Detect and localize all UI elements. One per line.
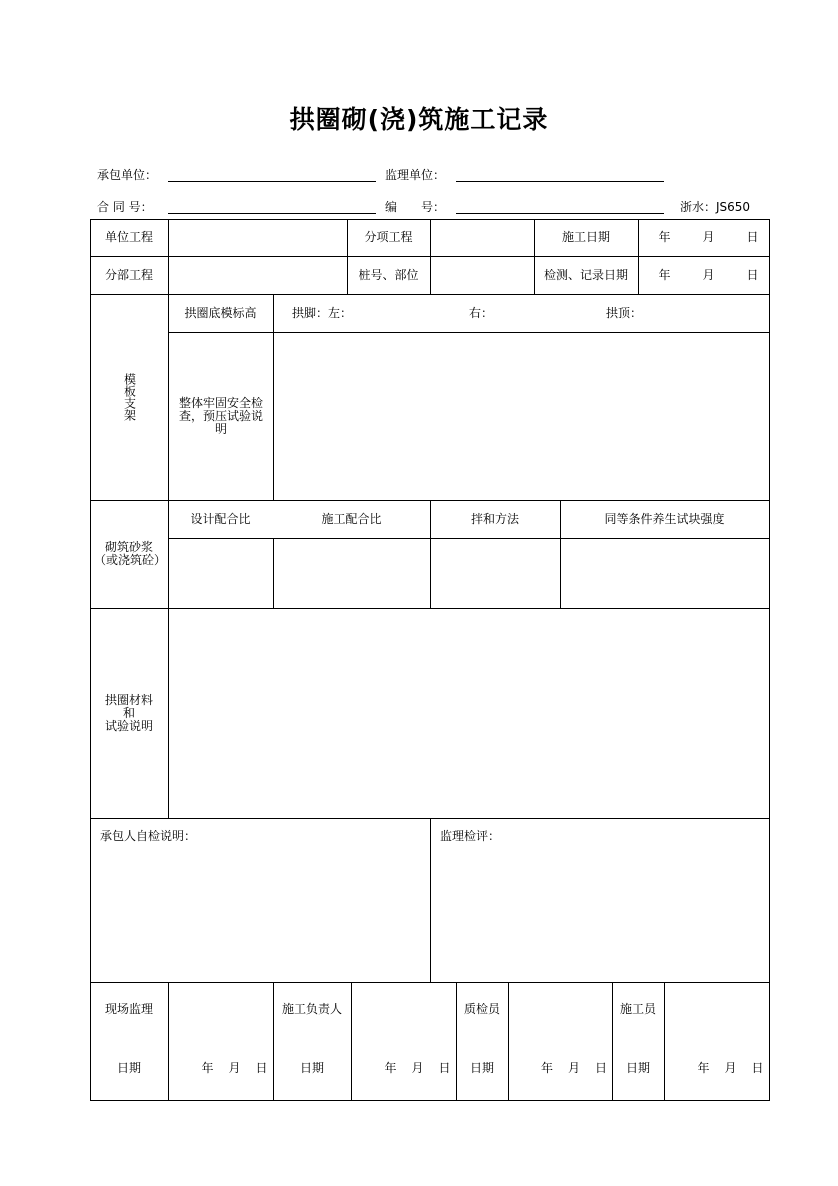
sub-item-label: 分项工程 [364, 230, 413, 244]
design-mix-field[interactable] [168, 538, 273, 608]
design-mix-label: 设计配合比 [190, 511, 251, 526]
materials-section-label: 拱圈材料 和 试验说明 [104, 692, 153, 733]
mixing-method-label: 拌和方法 [470, 511, 519, 526]
unit-project-label: 单位工程 [104, 230, 153, 244]
form-code: 浙水：JS650 [680, 200, 751, 214]
formwork-section-label: 模板支架 [122, 373, 137, 421]
year-label: 年 [697, 1060, 710, 1075]
constructor-signature[interactable] [664, 982, 769, 1032]
month-label: 月 [411, 1060, 424, 1075]
page-title: 拱圈砌(浇)筑施工记录 [289, 105, 549, 134]
sub-item-field[interactable] [430, 219, 534, 256]
year-label: 年 [658, 267, 671, 282]
month-label: 月 [724, 1060, 737, 1075]
quality-inspector-label: 质检员 [463, 1001, 500, 1016]
construction-date-field[interactable] [638, 219, 769, 256]
contract-no-label: 合 同 号： [97, 200, 153, 214]
bottom-elevation-label: 拱圈底模标高 [184, 305, 257, 320]
year-label: 年 [384, 1060, 397, 1075]
site-supervisor-label: 现场监理 [104, 1001, 153, 1016]
safety-check-label: 整体牢固安全检查，预压试验说明 [178, 395, 263, 436]
contractor-self-check-field[interactable] [90, 850, 430, 982]
construction-lead-signature[interactable] [351, 982, 456, 1032]
day-label: 日 [594, 1060, 607, 1075]
year-label: 年 [541, 1060, 554, 1075]
month-label: 月 [702, 230, 715, 244]
specimen-strength-field[interactable] [560, 538, 769, 608]
specimen-strength-label: 同等条件养生试块强度 [604, 511, 725, 526]
year-label: 年 [201, 1060, 214, 1075]
year-label: 年 [658, 230, 671, 244]
division-project-label: 分部工程 [104, 267, 153, 282]
construction-mix-label: 施工配合比 [321, 511, 382, 526]
station-part-field[interactable] [430, 256, 534, 294]
day-label: 日 [751, 1060, 764, 1075]
constructor-date-field[interactable] [664, 1054, 769, 1082]
date-label: 日期 [299, 1060, 324, 1075]
day-label: 日 [746, 267, 759, 282]
unit-project-field[interactable] [168, 219, 347, 256]
contractor-self-check-label: 承包人自检说明： [100, 829, 197, 843]
day-label: 日 [746, 230, 759, 244]
supervisor-review-label: 监理检评： [440, 829, 501, 843]
month-label: 月 [702, 267, 715, 282]
month-label: 月 [567, 1060, 580, 1075]
construction-lead-date-field[interactable] [351, 1054, 456, 1082]
contractor-label: 承包单位： [97, 168, 158, 182]
month-label: 月 [228, 1060, 241, 1075]
mortar-section-label: 砌筑砂浆（或浇筑砼） [94, 540, 167, 567]
inspection-date-label: 检测、记录日期 [543, 267, 628, 282]
date-label: 日期 [469, 1060, 494, 1075]
construction-mix-field[interactable] [273, 538, 430, 608]
division-project-field[interactable] [168, 256, 347, 294]
inspection-date-field[interactable] [638, 256, 769, 294]
materials-field[interactable] [168, 608, 769, 818]
arch-crown-label: 拱顶： [606, 305, 643, 320]
supervisor-review-field[interactable] [430, 850, 769, 982]
serial-no-label: 编 号： [385, 200, 446, 214]
date-label: 日期 [625, 1060, 650, 1075]
station-part-label: 桩号、部位 [358, 267, 419, 282]
mixing-method-field[interactable] [430, 538, 560, 608]
arch-foot-left-label: 拱脚：左： [292, 305, 353, 320]
day-label: 日 [255, 1060, 268, 1075]
constructor-label: 施工员 [619, 1001, 656, 1016]
construction-lead-label: 施工负责人 [281, 1001, 342, 1016]
safety-check-field[interactable] [273, 332, 769, 500]
site-supervisor-date-field[interactable] [168, 1054, 273, 1082]
quality-inspector-date-field[interactable] [508, 1054, 612, 1082]
supervisor-label: 监理单位： [385, 168, 446, 182]
quality-inspector-signature[interactable] [508, 982, 612, 1032]
site-supervisor-signature[interactable] [168, 982, 273, 1032]
construction-date-label: 施工日期 [561, 230, 610, 244]
date-label: 日期 [116, 1060, 141, 1075]
day-label: 日 [438, 1060, 451, 1075]
arch-foot-right-label: 右： [469, 305, 494, 320]
